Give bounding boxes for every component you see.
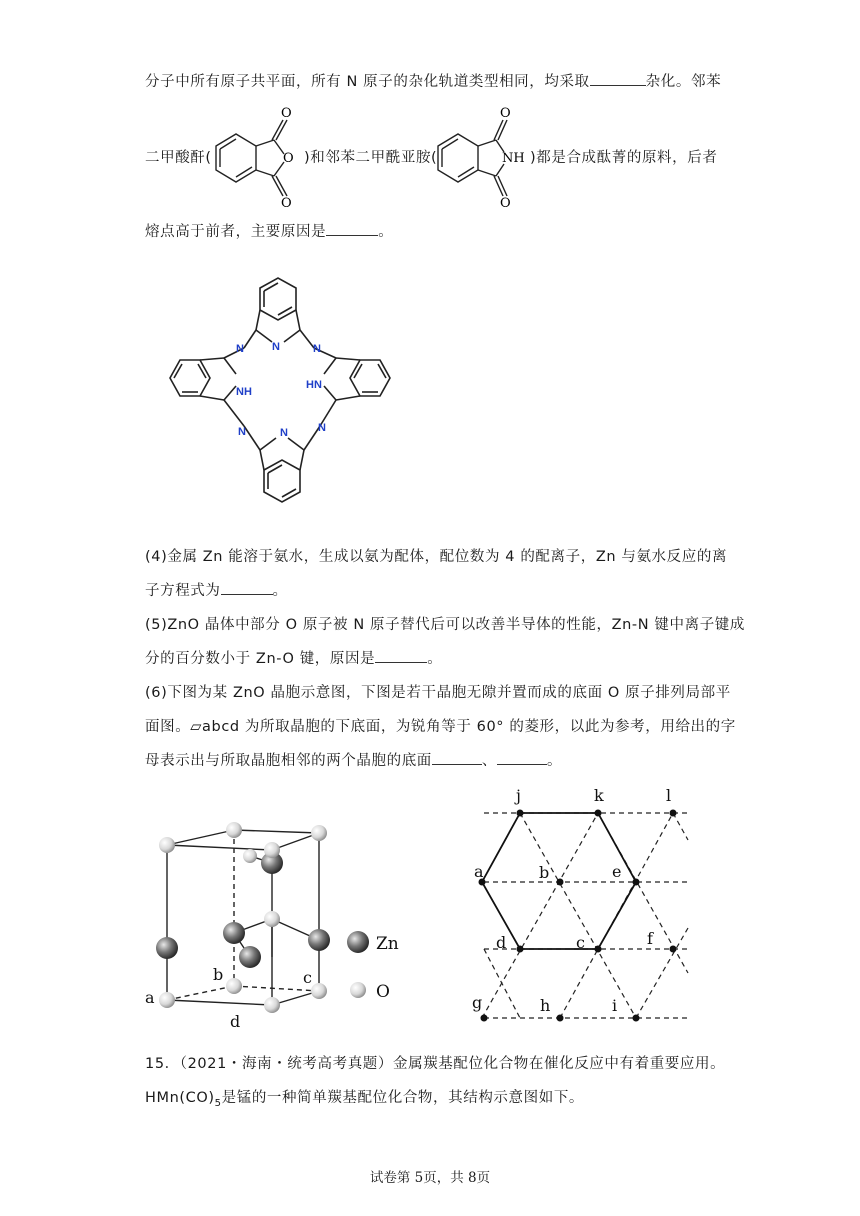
anhydride-o-top-label: O [281,106,292,121]
o-lattice-plane-figure [466,783,700,1029]
o-atom [159,992,175,1008]
lattice-point-j [517,810,524,817]
q15-formula-subscript: 5 [214,1097,222,1109]
lattice-label-d: d [496,933,507,952]
hn-label-right: HN [306,379,322,391]
lattice-label-l: l [666,786,672,805]
q5-line2-text: 分的百分数小于 Zn-O 键，原因是 [145,651,376,667]
o-atom [226,822,242,838]
q15-line1-text: 15．（2021・海南・统考高考真题）金属羰基配位化合物在催化反应中有着重要应用。 [145,1056,726,1072]
q6-line3-sep: 、 [481,753,498,769]
o-atom [264,842,280,858]
q6-line2 [145,715,736,736]
n-label-upper-right: N [313,343,321,355]
q6-line1-text: (6)下图为某 ZnO 晶胞示意图，下图是若干晶胞无隙并置而成的底面 O 原子排列局部平 [145,685,731,701]
q6-line3-text: 母表示出与所取晶胞相邻的两个晶胞的底面 [145,753,432,769]
q3-line2-c: )都是合成酞菁的原料，后者 [530,150,718,166]
q3-line3 [145,220,393,241]
n-label-bottom: N [280,427,288,439]
left-benzene-ring [170,360,210,396]
lattice-label-g: g [472,993,483,1012]
q3-line1-text: 分子中所有原子共平面，所有 N 原子的杂化轨道类型相同，均采取 [145,74,590,90]
answer-blank-ionic-equation[interactable] [221,594,273,595]
answer-blank-hybridization[interactable] [590,85,646,86]
phthalimide-structure [430,104,532,208]
cell-label-a: a [145,988,155,1007]
q6-line1 [145,681,731,702]
lattice-point-l [670,810,677,817]
o-atom [311,983,327,999]
lattice-point-d [517,946,524,953]
answer-blank-adjacent-cell-1[interactable] [432,764,482,765]
q4-line2-text: 子方程式为 [145,583,221,599]
lattice-label-c: c [576,933,585,952]
q3-line1 [145,70,721,91]
q15-line1 [145,1052,725,1073]
q4-line2-end: 。 [272,583,288,599]
lattice-point-c [595,946,602,953]
q5-line1 [145,613,745,634]
lattice-label-a: a [474,862,484,881]
nh-label-left: NH [236,386,252,398]
bottom-benzene-ring [264,460,300,502]
q6-line3 [145,749,562,770]
lattice-point-h [557,1015,564,1022]
answer-blank-bond-reason[interactable] [375,662,427,663]
n-label-top: N [272,341,280,353]
o-atom [311,825,327,841]
lattice-label-e: e [612,862,622,881]
lattice-point-b [557,879,564,886]
q3-line2-mid [304,146,437,167]
legend-o-icon [350,982,366,998]
lattice-label-j: j [516,786,521,805]
q3-line3-text: 熔点高于前者，主要原因是 [145,224,327,240]
lattice-point-e [633,879,640,886]
n-label-upper-left: N [236,343,244,355]
lattice-label-b: b [539,863,550,882]
lattice-point-f [670,946,677,953]
o-atom [226,978,242,994]
n-label-lower-right: N [318,422,326,434]
o-atom [243,849,257,863]
o-atom [159,837,175,853]
q3-line1-end: 杂化。邻苯 [645,74,722,90]
q15-line2 [145,1086,584,1109]
q6-line3-end: 。 [547,753,563,769]
q6-line2-text: 面图。▱abcd 为所取晶胞的下底面，为锐角等于 60° 的菱形，以此为参考，用给出的字 [145,719,736,735]
lattice-label-h: h [540,996,551,1015]
o-atom [264,997,280,1013]
lattice-point-i [633,1015,640,1022]
q15-formula: HMn(CO) [145,1090,215,1106]
q15-line2-text: 是锰的一种简单羰基配位化合物，其结构示意图如下。 [221,1090,585,1106]
q5-line2-end: 。 [427,651,443,667]
zn-atom [308,929,330,951]
o-atom [264,911,280,927]
legend-zn-icon [347,931,369,953]
cell-label-b: b [213,965,224,984]
cell-label-c: c [303,968,312,987]
cell-label-d: d [230,1012,241,1031]
imide-o-bottom-label: O [500,196,511,208]
o-atoms [159,822,327,1013]
page-footer: 试卷第 5页，共 8页 [369,1170,491,1186]
answer-blank-adjacent-cell-2[interactable] [497,764,547,765]
legend-o-label: O [376,982,390,1002]
top-benzene-ring [260,278,296,320]
q5-line1-text: (5)ZnO 晶体中部分 O 原子被 N 原子替代后可以改善半导体的性能，Zn-N 键中离子键成 [145,617,745,633]
lattice-label-k: k [594,786,604,805]
q3-line2 [145,146,212,167]
lattice-point-g [481,1015,488,1022]
anhydride-o-ring-label: O [283,151,294,166]
zn-atom [223,922,245,944]
q3-line2-a: 二甲酸酐( [145,150,212,166]
lattice-point-k [595,810,602,817]
q4-line1-text: (4)金属 Zn 能溶于氨水，生成以氨为配体，配位数为 4 的配离子，Zn 与氨水反应的离 [145,549,728,565]
phthalic-anhydride-structure [206,104,302,208]
answer-blank-melting-point[interactable] [326,235,378,236]
q5-line2 [145,647,442,668]
legend-zn-label: Zn [376,934,399,954]
imide-nh-label: NH [502,151,525,166]
phthalocyanine-structure [160,274,400,510]
zn-atom [239,946,261,968]
q3-line2-b: )和邻苯二甲酰亚胺( [304,150,438,166]
q4-line1 [145,545,727,566]
q4-line2 [145,579,288,600]
q3-line2-end [530,146,717,167]
zn-atoms [156,852,330,968]
zno-unit-cell-figure [138,815,418,1035]
q3-line3-end: 。 [378,224,394,240]
anhydride-o-bottom-label: O [281,196,292,208]
lattice-label-i: i [612,996,618,1015]
n-label-lower-left: N [238,426,246,438]
lattice-label-f: f [647,929,653,948]
imide-o-top-label: O [500,106,511,121]
right-benzene-ring [350,360,390,396]
zn-atom [156,937,178,959]
